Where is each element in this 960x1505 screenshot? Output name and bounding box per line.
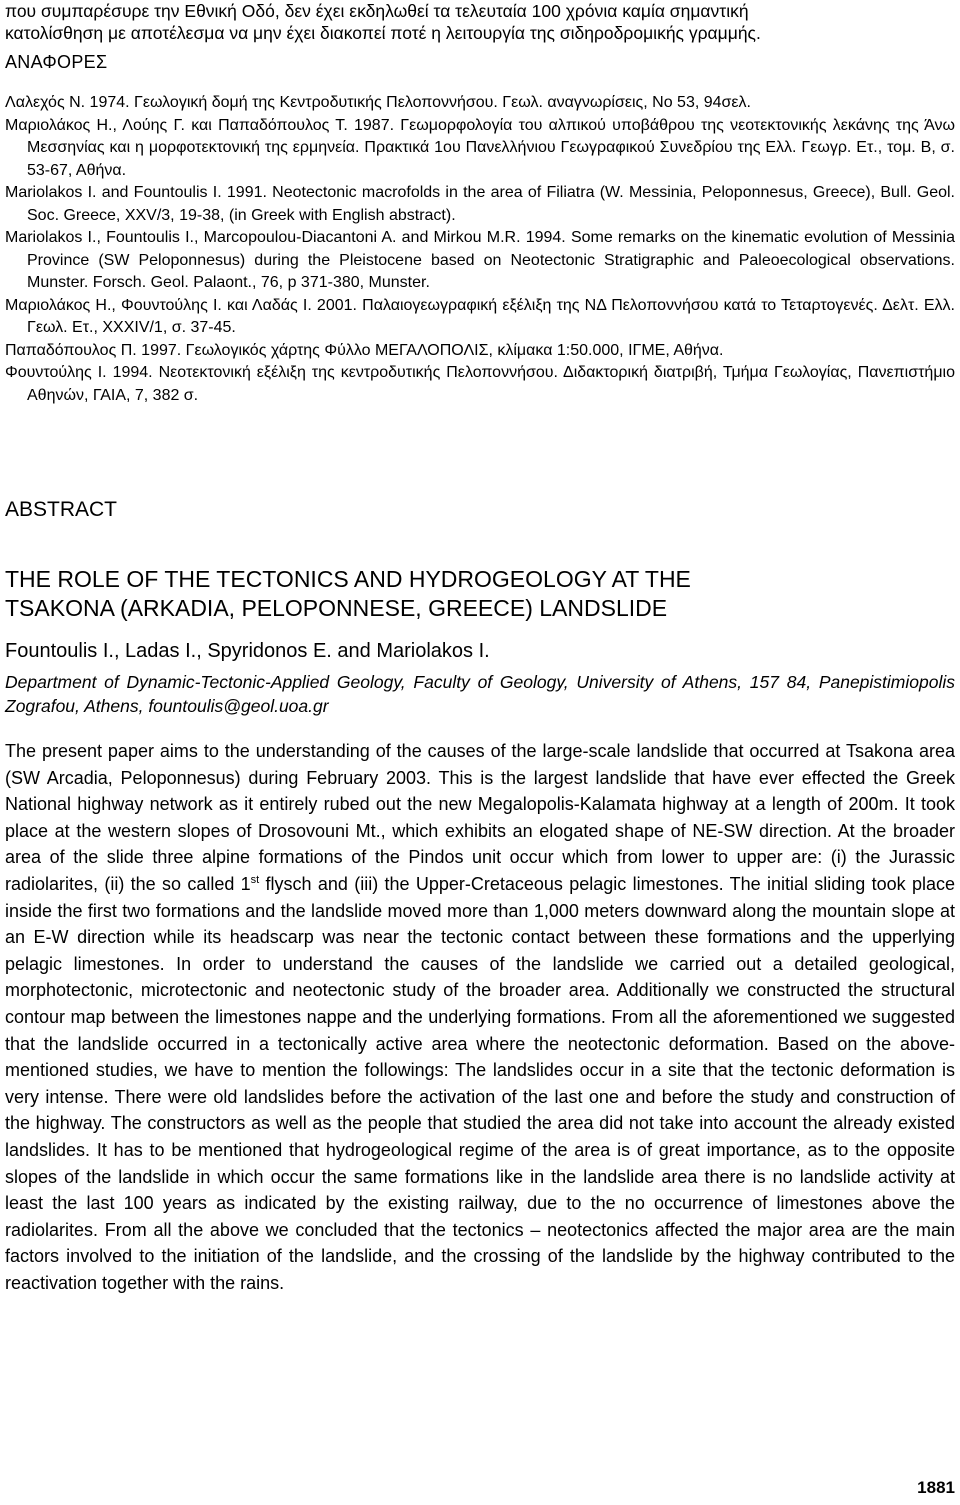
authors: Fountoulis I., Ladas I., Spyridonos E. and Mariolakos I. [5,640,490,662]
abstract-body [5,738,955,1296]
abstract-heading: ABSTRACT [5,498,118,521]
reference-item: Mariolakos I. and Fountoulis I. 1991. Neotectonic macrofolds in the area of Filiatra (W. Messinia, Peloponnesus, Greece), Bull. Geol. Soc. Greece, XXV/3, 19-38, (in Greek with English abstract). [5,184,955,224]
superscript: st [250,873,260,886]
references-list [5,92,955,407]
abstract-body-part: flysch and (iii) the Upper-Cretaceous pelagic limestones. The initial sliding took place inside the first two formations and the landslide moved more than 1,000 meters downward along the mountain slope at an E-W direction while its headscarp was near the tectonic contact between these formations and the upperlying pelagic limestones. In order to understand the causes of the landslide we carried out a detailed geological, morphotectonic, microtectonic and neotectonic study of the broader area. Additionally we constructed the structural contour map between the limestones nappe and the underlying formations. From all the aforementioned we suggested that the landslide occurred in a tectonically active area where the neotectonic deformation. Based on the above-mentioned studies, we have to mention the followings: The landslides occur in a site that the tectonic deformation is very intense. There were old landslides before the activation of the last one and before the study and construction of the highway. The constructors as well as the people that studied the area did not take into account the already existed landslides. It has to be mentioned that hydrogeological regime of the area is of great importance, as to the opposite slopes of the landslide in which occur the same formations like in the landslide area there is no landslide activity at least the last 100 years as indicated by the existing railway, due to the no occurrence of limestones above the radiolarites. From all the above we concluded that the tectonics – neotectonics affected the major area are the main factors involved to the initiation of the landslide, and the crossing of the landslide by the highway contributed to the reactivation together with the rains. [5,873,955,1293]
page-number: 1881 [917,1478,955,1497]
reference-item: Μαριολάκος Η., Φουντούλης Ι. και Λαδάς Ι. 2001. Παλαιογεωγραφική εξέλιξη της ΝΔ Πελοποννήσου κατά το Τεταρτογενές. Δελτ. Ελλ. Γεωλ. Ετ., XXXIV/1, σ. 37-45. [5,296,955,336]
affiliation: Department of Dynamic-Tectonic-Applied Geology, Faculty of Geology, University of Athens, 157 84, Panepistimiopolis Zografou, Athens, fountoulis@geol.uoa.gr [5,672,955,716]
reference-item: Παπαδόπουλος Π. 1997. Γεωλογικός χάρτης Φύλλο ΜΕΓΑΛΟΠΟΛΙΣ, κλίμακα 1:50.000, ΙΓΜΕ, Αθήνα. [5,341,724,359]
intro-line: που συμπαρέσυρε την Εθνική Οδό, δεν έχει εκδηλωθεί τα τελευταία 100 χρόνια καμία σημαντική [5,1,749,21]
reference-item: Μαριολάκος Η., Λούης Γ. και Παπαδόπουλος Τ. 1987. Γεωμορφολογία του αλπικού υποβάθρου της νεοτεκτονικής λεκάνης της Άνω Μεσσηνίας και η μορφοτεκτονική της ερμηνεία. Πρακτικά 1ου Πανελλήνιου Γεωγραφικού Συνεδρίου της Ελλ. Γεωγρ. Ετ., τομ. Β, σ. 53-67, Αθήνα. [5,116,955,179]
reference-item: Mariolakos I., Fountoulis I., Marcopoulou-Diacantoni A. and Mirkou M.R. 1994. Some remarks on the kinematic evolution of Messinia Province (SW Peloponnesus) during the Pleistocene based on Neotectonic Stratigraphic and Paleoecological observations. Munster. Forsch. Geol. Palaont., 76, p 371-380, Munster. [5,229,955,291]
references-heading: ΑΝΑΦΟΡΕΣ [5,52,108,72]
intro-paragraph [5,0,955,44]
abstract-body-part: The present paper aims to the understanding of the causes of the large-scale landslide that occurred at Tsakona area (SW Arcadia, Peloponnesus) during February 2003. This is the largest landslide that have ever effected the Greek National highway network as it entirely rubed out the new Megalopolis-Kalamata highway at a length of 200m. It took place at the western slopes of Drosovouni Mt., which exhibits an elogated shape of NE-SW direction. At the broader area of the slide three alpine formations of the Pindos unit occur which from lower to upper are: (i) the Jurassic radiolarites, (ii) the so called 1 [5,741,955,894]
paper-title [5,565,955,623]
title-line: TSAKONA (ARKADIA, PELOPONNESE, GREECE) LANDSLIDE [5,595,668,621]
reference-item: Λαλεχός Ν. 1974. Γεωλογική δομή της Κεντροδυτικής Πελοποννήσου. Γεωλ. αναγνωρίσεις, Νο 53, 94σελ. [5,94,751,111]
reference-item: Φουντούλης Ι. 1994. Νεοτεκτονική εξέλιξη της κεντροδυτικής Πελοποννήσου. Διδακτορική διατριβή, Τμήμα Γεωλογίας, Πανεπιστήμιο Αθηνών, ΓΑΙΑ, 7, 382 σ. [5,364,955,404]
title-line: THE ROLE OF THE TECTONICS AND HYDROGEOLOGY AT THE [5,566,691,592]
intro-line: κατολίσθηση με αποτέλεσμα να μην έχει διακοπεί ποτέ η λειτουργία της σιδηροδρομικής γραμμής. [5,23,761,43]
